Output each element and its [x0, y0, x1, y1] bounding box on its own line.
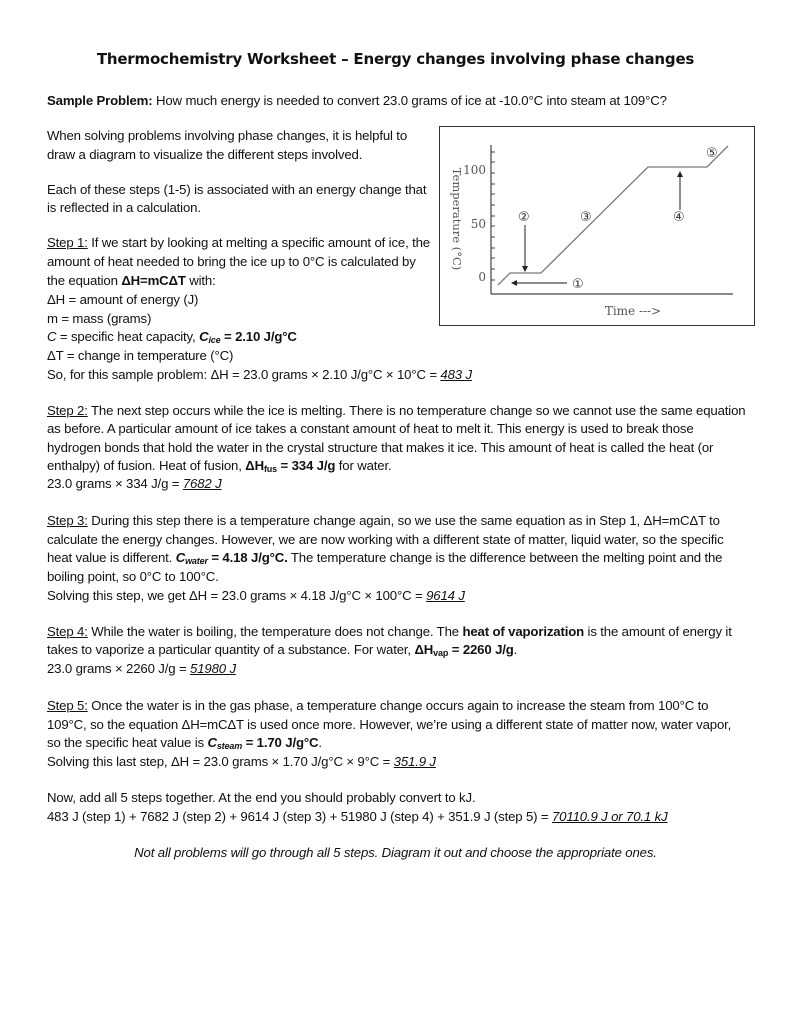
step2-line-3: hydrogen bonds that hold the water in the crystal structure that makes it ice. This amount of heat is called the heat (or: [47, 440, 714, 455]
step3-text-3a: heat value is different.: [47, 550, 176, 565]
phase-change-diagram: [439, 126, 755, 326]
step-3-marker: ③: [580, 210, 592, 225]
step1-def-dt: ΔT = change in temperature (°C): [47, 348, 234, 363]
step4-calc-text: 23.0 grams × 2260 J/g =: [47, 661, 191, 676]
step4-text-1a: While the water is boiling, the temperature does not change. The: [87, 624, 463, 639]
step1-calc: [47, 366, 472, 385]
step-1-marker: ①: [572, 277, 584, 292]
c-water-value: = 4.18 J/g°C.: [207, 550, 288, 565]
step3-calc-text: Solving this step, we get ΔH = 23.0 grams × 4.18 J/g°C × 100°C =: [47, 588, 427, 603]
step3-text-3b: The temperature change is the difference between the melting point and the: [287, 550, 723, 565]
step3-label: Step 3:: [47, 513, 88, 528]
step3-line-1: [47, 512, 720, 531]
h-fus-value: = 334 J/g: [277, 458, 336, 473]
step5-calc-text: Solving this last step, ΔH = 23.0 grams × 1.70 J/g°C × 9°C =: [47, 754, 394, 769]
step5-line-2: 109°C, so the equation ΔH=mCΔT is used once more. However, we’re using a different state of matter now, water vapor,: [47, 717, 732, 732]
step5-text-1: Once the water is in the gas phase, a temperature change occurs again to increase the steam from 100°C to: [87, 698, 709, 713]
step4-label: Step 4:: [47, 624, 88, 639]
step2-answer: 7682 J: [182, 476, 222, 491]
step2-calc: [47, 475, 222, 494]
h-vap-value: = 2260 J/g: [448, 642, 514, 657]
intro-line-4: is reflected in a calculation.: [47, 200, 201, 215]
h-vap-symbol: ΔH: [414, 642, 434, 657]
step1-def-dh: ΔH = amount of energy (J): [47, 292, 199, 307]
summary-line-1: Now, add all 5 steps together. At the end you should probably convert to kJ.: [47, 790, 476, 805]
y-tick-50: 50: [470, 217, 486, 231]
sample-problem-label: Sample Problem:: [47, 93, 153, 108]
heat-of-vaporization-term: heat of vaporization: [462, 624, 585, 639]
intro-line-3: Each of these steps (1-5) is associated with an energy change that: [47, 182, 427, 197]
step1-line-2: amount of heat needed to bring the ice up to 0°C is calculated by: [47, 254, 416, 269]
step1-line-3: [47, 272, 216, 291]
step4-line-1: [47, 623, 732, 642]
step4-calc: [47, 660, 236, 679]
c-water-symbol: C: [175, 550, 186, 565]
h-fus-symbol: ΔH: [245, 458, 264, 473]
step2-line-1: [47, 402, 745, 421]
step1-label: Step 1:: [47, 235, 88, 250]
step-5-marker: ⑤: [706, 146, 718, 161]
step4-text-2a: takes to vaporize a particular quantity of a substance. For water,: [47, 642, 415, 657]
step2-text-4a: enthalpy) of fusion. Heat of fusion,: [47, 458, 246, 473]
step5-line-1: [47, 697, 708, 716]
step2-line-2: as before. A particular amount of ice takes a constant amount of heat to melt it. This energy is used to break those: [47, 421, 694, 436]
y-axis-label: Temperature (°C): [450, 167, 464, 271]
step5-calc: [47, 753, 436, 772]
c-ice-subscript: ice: [208, 335, 221, 345]
step2-label: Step 2:: [47, 403, 88, 418]
c-steam-symbol: C: [207, 735, 217, 750]
step1-equation: ΔH=mCΔT: [121, 273, 186, 288]
summary-answer: 70110.9 J or 70.1 kJ: [552, 809, 668, 824]
summary-sum-text: 483 J (step 1) + 7682 J (step 2) + 9614 J (step 3) + 51980 J (step 4) + 351.9 J (step 5) =: [47, 809, 552, 824]
c-ice-value: = 2.10 J/g°C: [220, 329, 297, 344]
step3-line-4: boiling point, so 0°C to 100°C.: [47, 569, 219, 584]
step3-line-2: calculate the energy changes. However, we are now working with a different state of matter, liquid water, so the specific: [47, 532, 724, 547]
step1-line-1: [47, 234, 430, 253]
step1-def-m: m = mass (grams): [47, 311, 152, 326]
c-steam-value: = 1.70 J/g°C: [242, 735, 319, 750]
summary-line-2: [47, 808, 668, 827]
step-4-marker: ④: [673, 210, 685, 225]
step1-text-3b: with:: [185, 273, 216, 288]
c-ice-symbol: C: [199, 329, 209, 344]
step1-c-var: C: [47, 329, 57, 344]
y-tick-100: 100: [463, 163, 486, 177]
step1-text-3a: the equation: [47, 273, 122, 288]
c-steam-subscript: steam: [216, 741, 243, 751]
step4-text-2b: .: [513, 642, 518, 657]
step3-text-1: During this step there is a temperature change again, so we use the same equation as in Step 1, ΔH=mCΔT to: [87, 513, 720, 528]
step5-label: Step 5:: [47, 698, 88, 713]
y-tick-0: 0: [478, 270, 486, 284]
step3-calc: [47, 587, 465, 606]
h-vap-subscript: vap: [433, 648, 449, 658]
step5-text-3a: so the specific heat value is: [47, 735, 208, 750]
step2-text-1: The next step occurs while the ice is melting. There is no temperature change so we cannot use the same equation: [87, 403, 746, 418]
step4-answer: 51980 J: [190, 661, 236, 676]
step-2-marker: ②: [518, 210, 530, 225]
step5-answer: 351.9 J: [393, 754, 436, 769]
step5-text-3b: .: [318, 735, 322, 750]
step1-calc-text: So, for this sample problem: ΔH = 23.0 grams × 2.10 J/g°C × 10°C =: [47, 367, 441, 382]
heating-curve-svg: [440, 127, 756, 327]
intro-line-1: When solving problems involving phase changes, it is helpful to: [47, 128, 408, 143]
c-water-subscript: water: [185, 556, 208, 566]
step1-answer: 483 J: [440, 367, 472, 382]
x-axis-label: Time --->: [604, 304, 662, 318]
step1-c-text: = specific heat capacity,: [56, 329, 200, 344]
step1-text-1: If we start by looking at melting a specific amount of ice, the: [87, 235, 430, 250]
worksheet-title: Thermochemistry Worksheet – Energy changes involving phase changes: [96, 50, 695, 68]
step3-answer: 9614 J: [426, 588, 465, 603]
heating-curve-line: [498, 146, 728, 285]
sample-problem-text: How much energy is needed to convert 23.0 grams of ice at -10.0°C into steam at 109°C?: [152, 93, 667, 108]
intro-line-2: draw a diagram to visualize the different steps involved.: [47, 147, 363, 162]
step2-text-4b: for water.: [335, 458, 392, 473]
step2-calc-text: 23.0 grams × 334 J/g =: [47, 476, 183, 491]
step4-text-1b: is the amount of energy it: [584, 624, 732, 639]
sample-problem: [47, 92, 667, 111]
footer-note: Not all problems will go through all 5 steps. Diagram it out and choose the appropriate ones.: [134, 845, 657, 860]
h-fus-subscript: fus: [263, 464, 278, 474]
